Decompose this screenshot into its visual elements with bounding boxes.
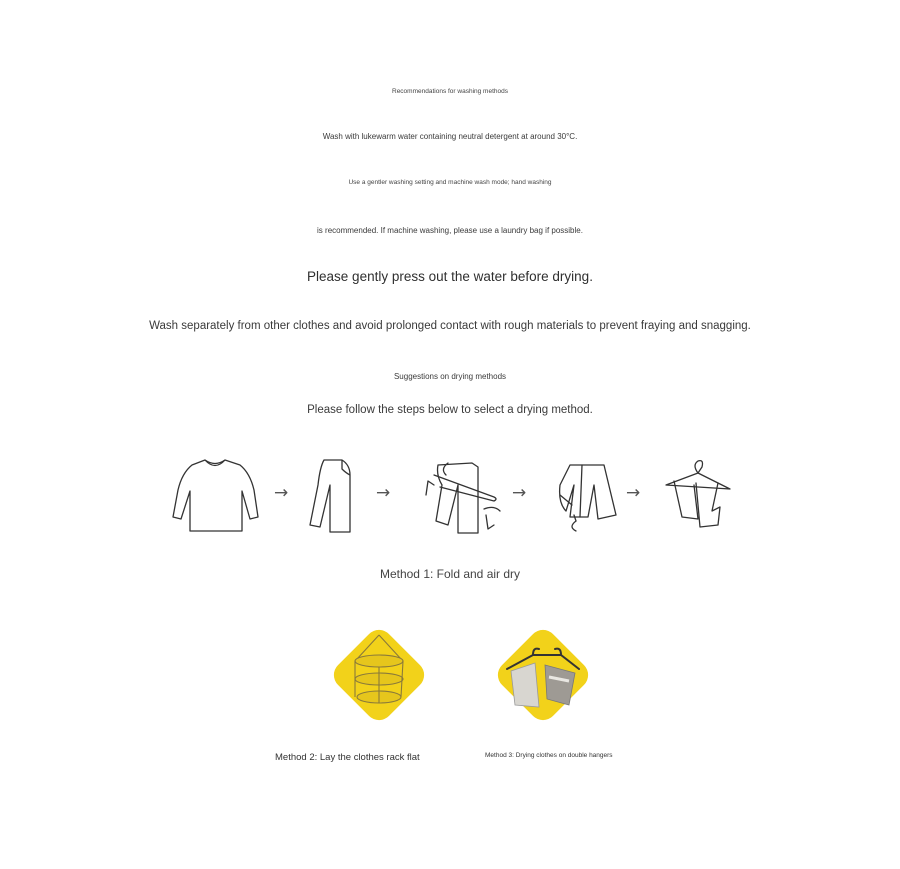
shirt-flat-icon bbox=[168, 455, 262, 540]
method2-diamond bbox=[321, 617, 437, 733]
shirt-draped-icon bbox=[554, 455, 620, 540]
method2-label: Method 2: Lay the clothes rack flat bbox=[275, 752, 420, 763]
arrow-icon: → bbox=[376, 483, 391, 503]
drying-intro: Please follow the steps below to select a drying method. bbox=[307, 404, 593, 416]
double-hanger-icon bbox=[485, 617, 601, 733]
drying-steps bbox=[0, 455, 900, 540]
method3-label: Method 3: Drying clothes on double hangers bbox=[485, 752, 613, 759]
arrow-icon: → bbox=[274, 483, 289, 503]
shirt-hung-icon bbox=[662, 455, 734, 540]
washing-instruction-laundry-bag: is recommended. If machine washing, please use a laundry bag if possible. bbox=[317, 226, 583, 235]
washing-instruction-separate: Wash separately from other clothes and avoid prolonged contact with rough materials to prevent fraying and snagging. bbox=[149, 320, 751, 332]
washing-heading: Recommendations for washing methods bbox=[392, 88, 508, 95]
drying-heading: Suggestions on drying methods bbox=[393, 372, 507, 381]
method3-diamond bbox=[485, 617, 601, 733]
arrow-icon: → bbox=[512, 483, 527, 503]
washing-instruction-gentle: Use a gentler washing setting and machine wash mode; hand washing bbox=[348, 179, 552, 186]
shirt-on-hanger-icon bbox=[414, 455, 504, 542]
washing-instruction-press-water: Please gently press out the water before drying. bbox=[307, 269, 593, 284]
shirt-folded-icon bbox=[304, 455, 354, 540]
washing-instruction-temperature: Wash with lukewarm water containing neutral detergent at around 30°C. bbox=[322, 132, 578, 141]
method1-label: Method 1: Fold and air dry bbox=[379, 567, 521, 581]
arrow-icon: → bbox=[626, 483, 641, 503]
drying-basket-icon bbox=[321, 617, 437, 733]
